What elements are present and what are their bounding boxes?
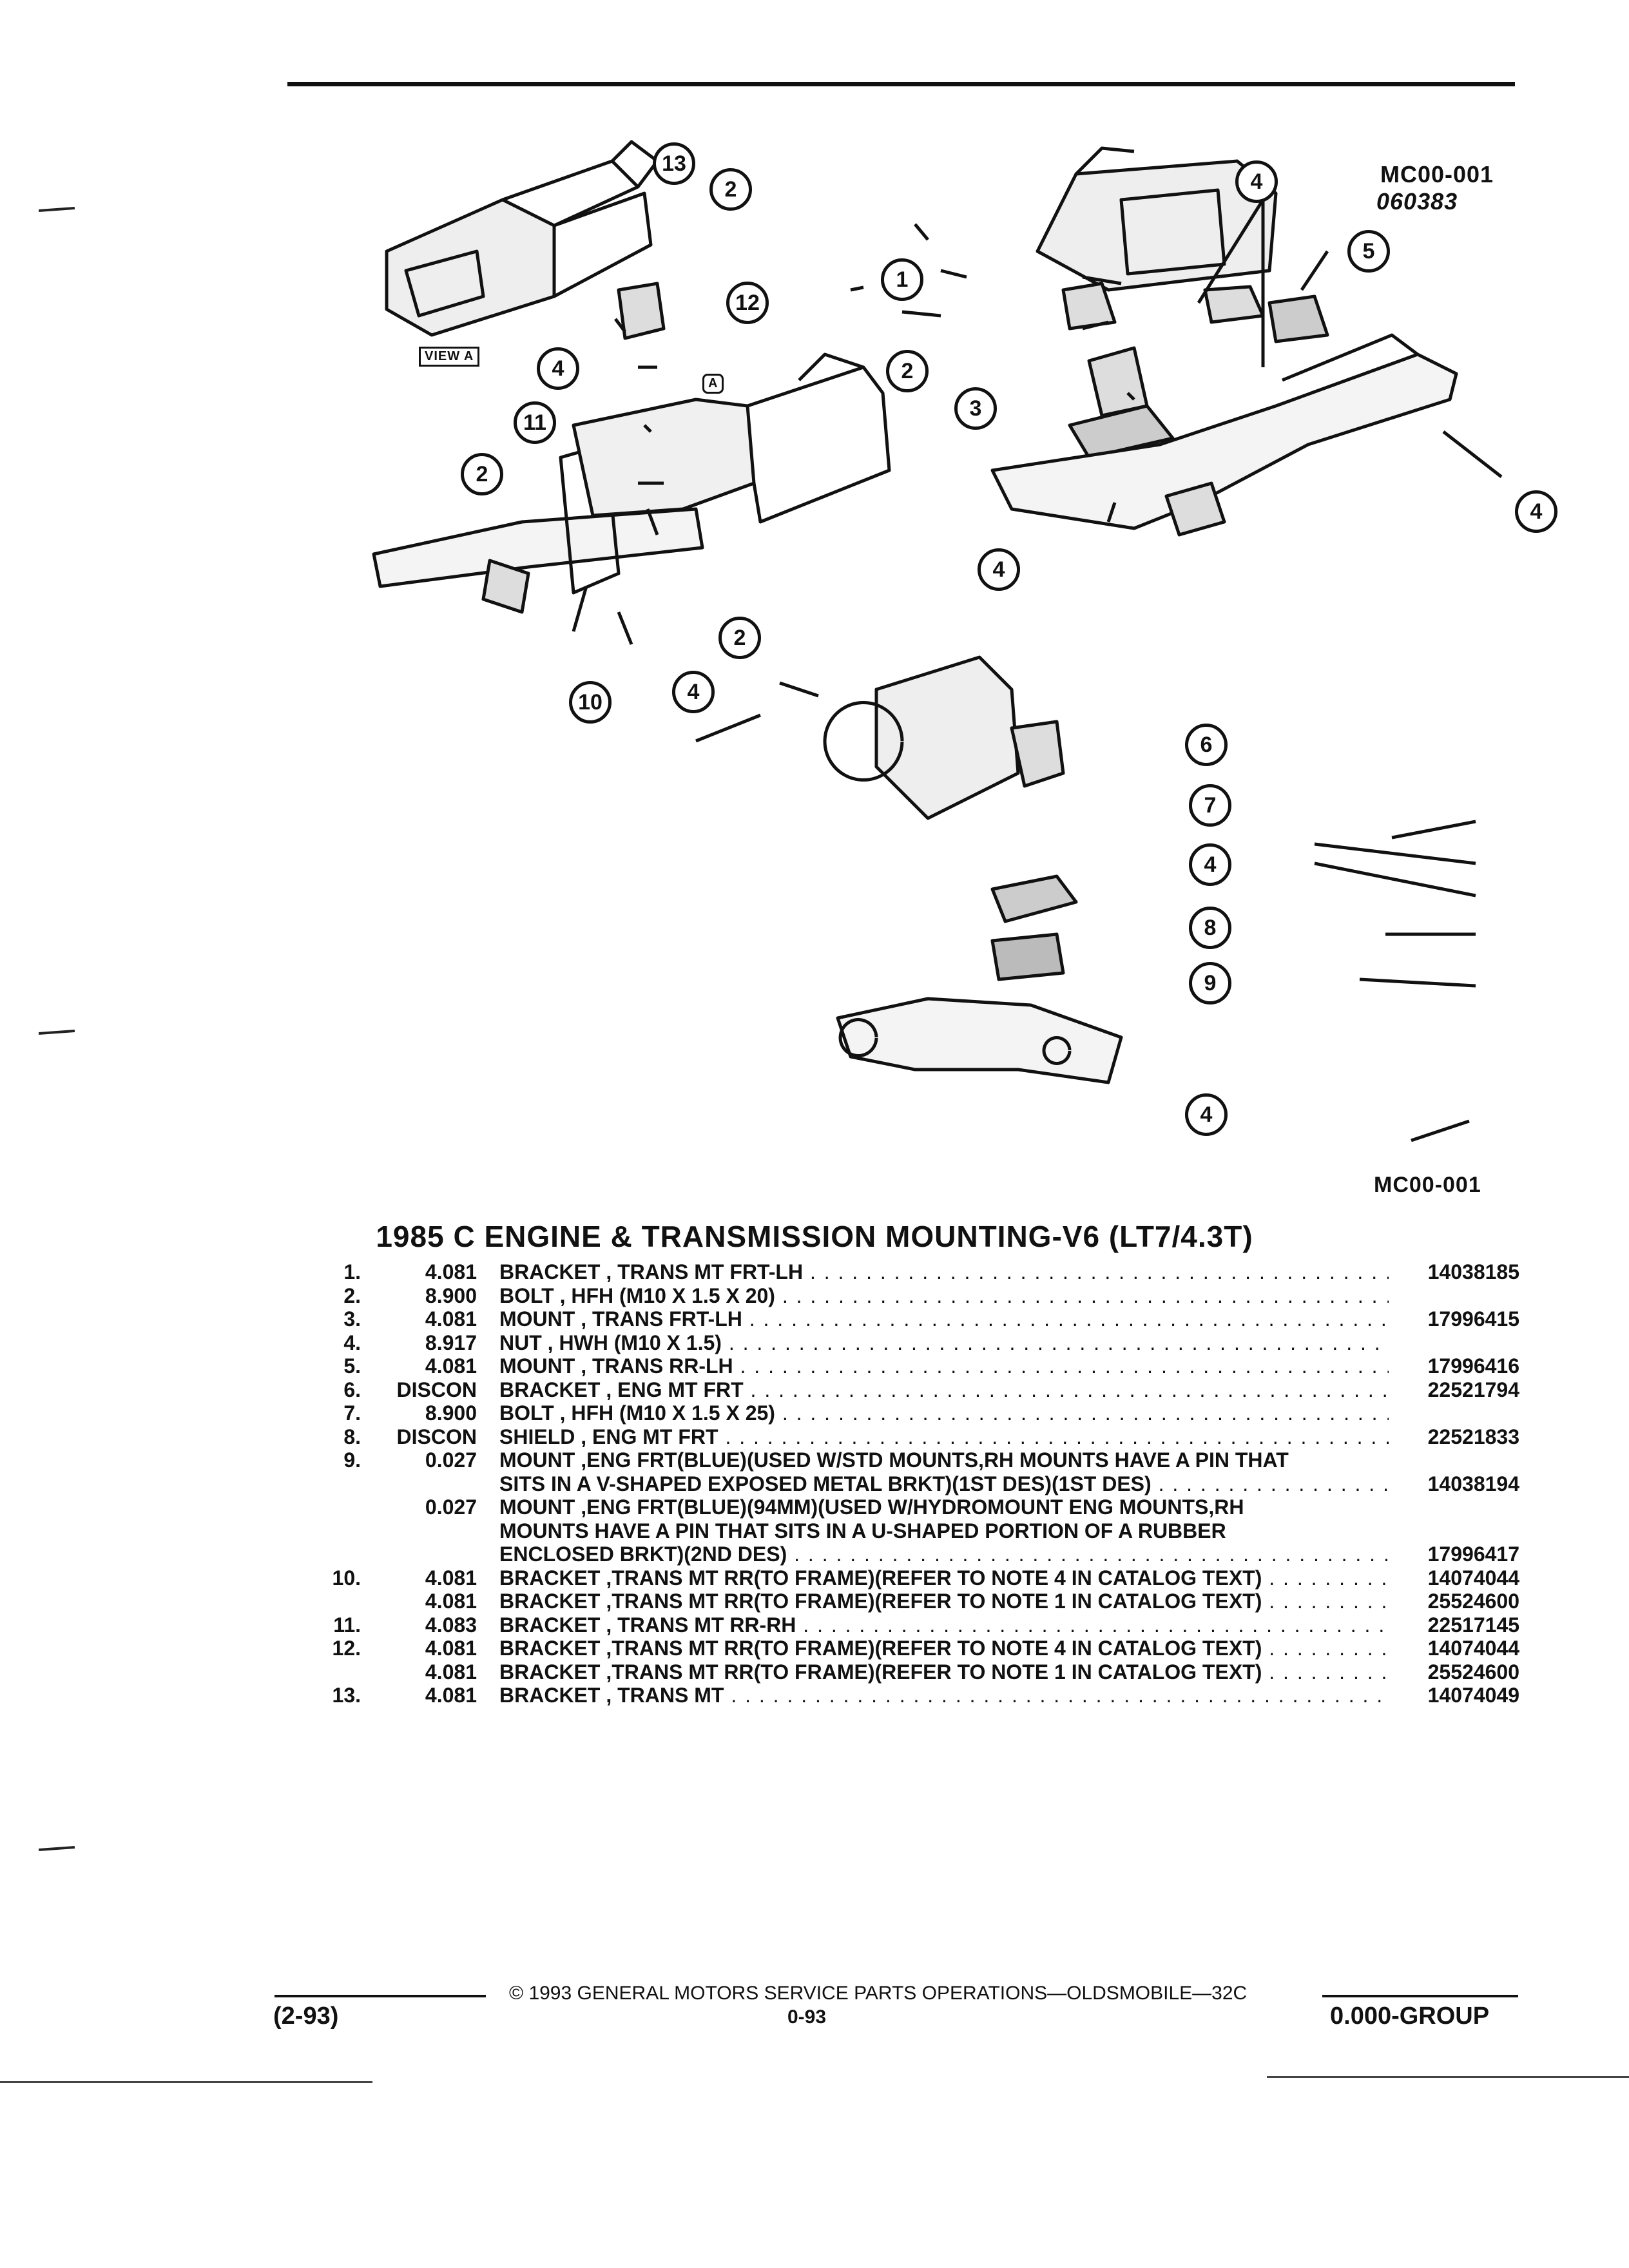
callout-8: 8 <box>1189 907 1231 949</box>
part-description: BRACKET , TRANS MT . . . <box>499 1684 1389 1707</box>
figure-code: 060383 <box>1376 188 1458 215</box>
footer-rule-left <box>275 1995 486 1997</box>
callout-3: 3 <box>954 387 997 430</box>
page-title: 1985 C ENGINE & TRANSMISSION MOUNTING-V6 (LT7/4.3T) <box>376 1220 1253 1253</box>
margin-mark <box>39 207 75 212</box>
part-number: 22521794 <box>1427 1378 1519 1401</box>
callout-11: 11 <box>514 401 556 444</box>
part-description: BOLT , HFH (M10 X 1.5 X 20) . . . <box>499 1284 1389 1308</box>
part-number-index: 6. <box>343 1378 361 1401</box>
part-description: BRACKET , TRANS MT FRT-LH . . . <box>499 1260 1389 1284</box>
part-row <box>303 1331 1527 1355</box>
part-row <box>303 1590 1527 1613</box>
part-number-index: 10. <box>332 1566 361 1590</box>
part-row <box>303 1378 1527 1402</box>
part-description: MOUNTS HAVE A PIN THAT SITS IN A U-SHAPED PORTION OF A RUBBER <box>499 1519 1226 1542</box>
part-code: 4.081 <box>425 1307 477 1331</box>
callout-4: 4 <box>537 347 579 390</box>
part-description: BRACKET ,TRANS MT RR(TO FRAME)(REFER TO NOTE 4 IN CATALOG TEXT) . . . <box>499 1637 1389 1660</box>
top-rule <box>287 82 1515 86</box>
callout-5: 5 <box>1347 230 1390 273</box>
diagram-drawing <box>361 122 1534 1179</box>
part-number-index: 4. <box>343 1331 361 1354</box>
part-code: 4.081 <box>425 1354 477 1378</box>
part-row <box>303 1472 1527 1496</box>
parts-list <box>303 1260 1527 1707</box>
part-row <box>303 1448 1527 1472</box>
part-code: 0.027 <box>425 1495 477 1519</box>
part-code: 4.081 <box>425 1637 477 1660</box>
callout-9: 9 <box>1189 962 1231 1004</box>
part-number: 14038185 <box>1427 1260 1519 1283</box>
callout-4: 4 <box>1185 1093 1228 1136</box>
part-code: 4.081 <box>425 1684 477 1707</box>
part-description: MOUNT ,ENG FRT(BLUE)(94MM)(USED W/HYDROMOUNT ENG MOUNTS,RH <box>499 1495 1244 1519</box>
part-code: 4.081 <box>425 1660 477 1684</box>
part-description: MOUNT ,ENG FRT(BLUE)(USED W/STD MOUNTS,RH MOUNTS HAVE A PIN THAT <box>499 1448 1289 1472</box>
part-number: 25524600 <box>1427 1660 1519 1684</box>
bottom-scan-line <box>1267 2076 1629 2078</box>
part-code: 4.081 <box>425 1260 477 1283</box>
part-description: BRACKET ,TRANS MT RR(TO FRAME)(REFER TO NOTE 1 IN CATALOG TEXT) . . . <box>499 1660 1389 1684</box>
part-row <box>303 1519 1527 1543</box>
part-code: 8.917 <box>425 1331 477 1354</box>
footer-copyright: © 1993 GENERAL MOTORS SERVICE PARTS OPERATIONS—OLDSMOBILE—32C <box>509 1983 1248 2004</box>
part-number-index: 3. <box>343 1307 361 1331</box>
callout-4: 4 <box>1235 160 1278 203</box>
margin-mark <box>39 1846 75 1851</box>
part-description: BOLT , HFH (M10 X 1.5 X 25) . . . <box>499 1401 1389 1425</box>
callout-2: 2 <box>886 350 929 392</box>
part-number-index: 9. <box>343 1448 361 1472</box>
part-description: SITS IN A V-SHAPED EXPOSED METAL BRKT)(1ST DES)(1ST DES) . . . <box>499 1472 1389 1496</box>
part-number: 22521833 <box>1427 1425 1519 1448</box>
part-number: 14038194 <box>1427 1472 1519 1495</box>
callout-4: 4 <box>1189 843 1231 886</box>
callout-10: 10 <box>569 681 612 724</box>
part-number-index: 11. <box>333 1613 361 1637</box>
part-number: 14074044 <box>1427 1637 1519 1660</box>
footer-date-code: (2-93) <box>273 2003 339 2030</box>
figure-id-bottom: MC00-001 <box>1374 1173 1481 1197</box>
part-row <box>303 1660 1527 1684</box>
callout-2: 2 <box>461 453 503 495</box>
part-number: 17996416 <box>1427 1354 1519 1378</box>
part-row <box>303 1401 1527 1425</box>
part-description: BRACKET , TRANS MT RR-RH . . . <box>499 1613 1389 1637</box>
part-row <box>303 1307 1527 1331</box>
part-code: 4.083 <box>425 1613 477 1637</box>
figure-id-top: MC00-001 <box>1380 161 1494 187</box>
part-row <box>303 1684 1527 1707</box>
part-number-index: 5. <box>343 1354 361 1378</box>
part-row <box>303 1284 1527 1308</box>
part-number-index: 13. <box>332 1684 361 1707</box>
margin-mark <box>39 1030 75 1035</box>
callout-2: 2 <box>718 617 761 659</box>
part-number: 14074049 <box>1427 1684 1519 1707</box>
part-code: 0.027 <box>425 1448 477 1472</box>
footer-rule-right <box>1322 1995 1518 1997</box>
part-code: 4.081 <box>425 1590 477 1613</box>
part-description: BRACKET ,TRANS MT RR(TO FRAME)(REFER TO NOTE 4 IN CATALOG TEXT) . . . <box>499 1566 1389 1590</box>
exploded-diagram <box>361 122 1543 1197</box>
part-number: 25524600 <box>1427 1590 1519 1613</box>
part-description: MOUNT , TRANS FRT-LH . . . <box>499 1307 1389 1331</box>
footer-page-number: 0-93 <box>787 2006 827 2028</box>
part-description: BRACKET ,TRANS MT RR(TO FRAME)(REFER TO NOTE 1 IN CATALOG TEXT) . . . <box>499 1590 1389 1613</box>
part-row <box>303 1566 1527 1590</box>
callout-4: 4 <box>1515 490 1557 533</box>
part-number-index: 2. <box>343 1283 361 1307</box>
callout-6: 6 <box>1185 724 1228 766</box>
bottom-scan-line <box>0 2081 372 2083</box>
part-number: 22517145 <box>1427 1613 1519 1637</box>
part-row <box>303 1542 1527 1566</box>
part-number: 17996415 <box>1427 1307 1519 1331</box>
callout-4: 4 <box>672 671 715 713</box>
part-code: 8.900 <box>425 1283 477 1307</box>
view-a-arrow-label: A <box>702 374 724 394</box>
part-number: 17996417 <box>1427 1542 1519 1566</box>
part-description: ENCLOSED BRKT)(2ND DES) . . . <box>499 1542 1389 1566</box>
part-number-index: 8. <box>343 1425 361 1448</box>
callout-7: 7 <box>1189 784 1231 827</box>
part-number-index: 7. <box>343 1401 361 1425</box>
part-row <box>303 1260 1527 1284</box>
view-a-label: VIEW A <box>419 347 479 367</box>
part-code: 4.081 <box>425 1566 477 1590</box>
callout-12: 12 <box>726 282 769 324</box>
part-number-index: 1. <box>343 1260 361 1283</box>
part-description: SHIELD , ENG MT FRT . . . <box>499 1425 1389 1449</box>
part-row <box>303 1354 1527 1378</box>
part-code: DISCON <box>396 1425 477 1448</box>
part-description: BRACKET , ENG MT FRT . . . <box>499 1378 1389 1402</box>
footer-group: 0.000-GROUP <box>1330 2003 1490 2030</box>
part-row <box>303 1613 1527 1637</box>
part-number-index: 12. <box>332 1637 361 1660</box>
part-code: DISCON <box>396 1378 477 1401</box>
part-description: MOUNT , TRANS RR-LH . . . <box>499 1354 1389 1378</box>
part-row <box>303 1425 1527 1449</box>
callout-13: 13 <box>653 142 695 185</box>
part-code: 8.900 <box>425 1401 477 1425</box>
part-row <box>303 1495 1527 1519</box>
part-row <box>303 1637 1527 1660</box>
part-description: NUT , HWH (M10 X 1.5) . . . <box>499 1331 1389 1355</box>
part-number: 14074044 <box>1427 1566 1519 1590</box>
callout-4: 4 <box>978 548 1020 591</box>
callout-1: 1 <box>881 258 923 301</box>
callout-2: 2 <box>709 168 752 211</box>
